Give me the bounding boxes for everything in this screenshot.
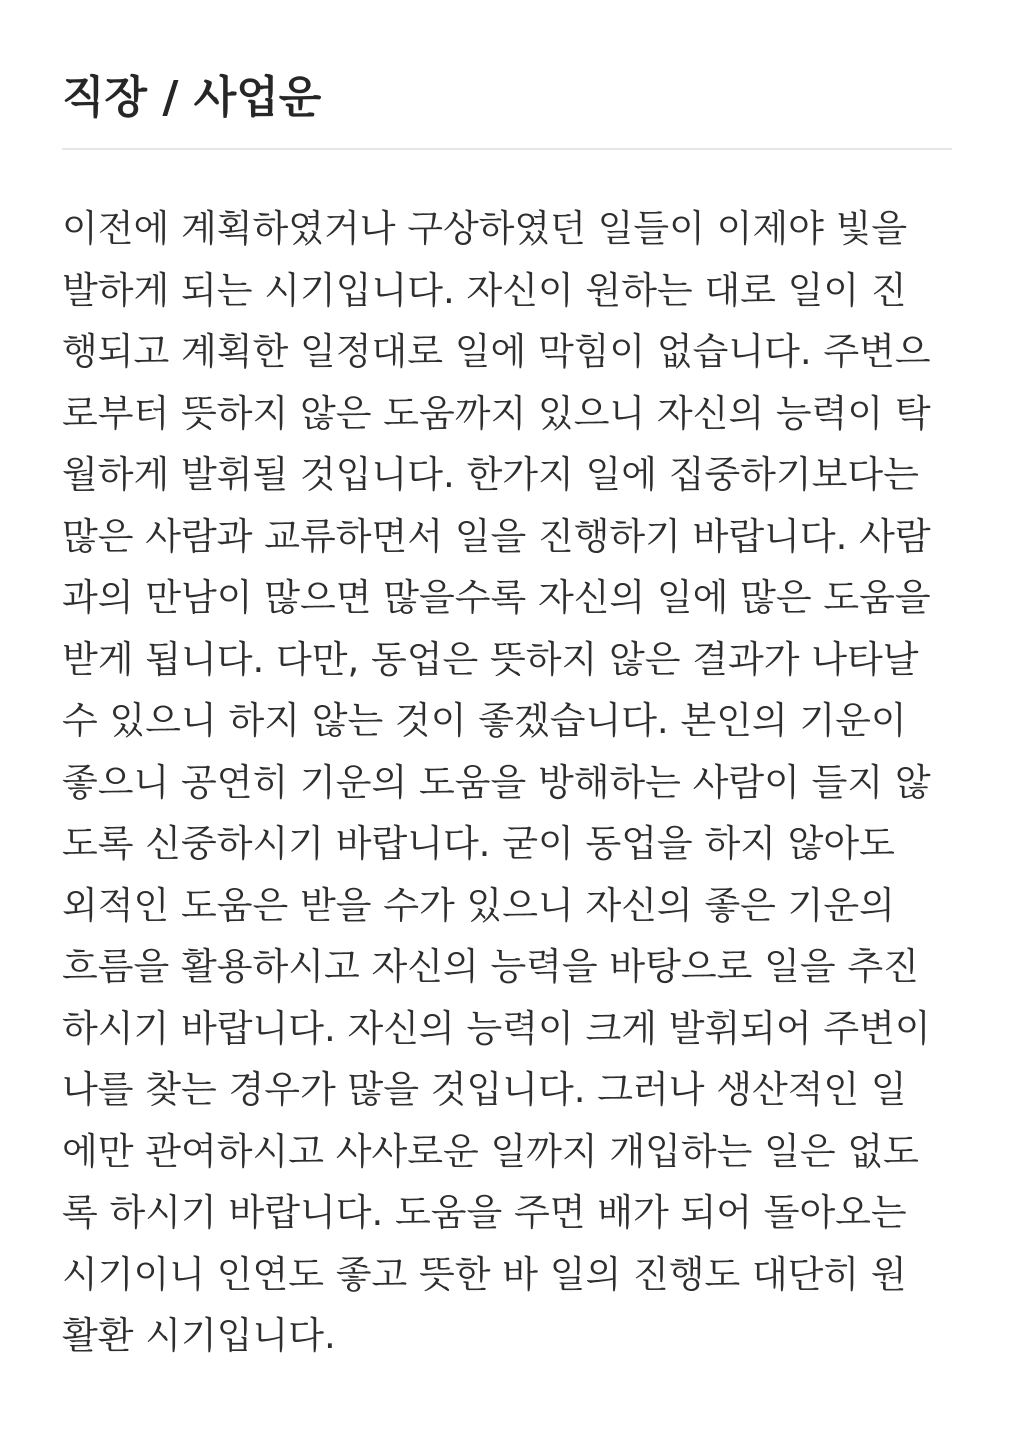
description-line: 받게 됩니다. 다만, 동업은 뜻하지 않은 결과가 나타날 bbox=[62, 637, 919, 681]
description-line: 하시기 바랍니다. 자신의 능력이 크게 발휘되어 주변이 bbox=[62, 1006, 931, 1050]
description-line: 수 있으니 하지 않는 것이 좋겠습니다. 본인의 기운이 bbox=[62, 699, 907, 742]
description-line: 에만 관여하시고 사사로운 일까지 개입하는 일은 없도 bbox=[62, 1129, 919, 1173]
description-line: 외적인 도움은 받을 수가 있으니 자신의 좋은 기운의 bbox=[62, 883, 895, 927]
description-line: 많은 사람과 교류하면서 일을 진행하기 바랍니다. 사람 bbox=[62, 514, 931, 558]
description-line: 월하게 발휘될 것입니다. 한가지 일에 집중하기보다는 bbox=[62, 453, 919, 496]
description-line: 발하게 되는 시기입니다. 자신이 원하는 대로 일이 진 bbox=[62, 268, 907, 312]
description-line: 좋으니 공연히 기운의 도움을 방해하는 사람이 들지 않 bbox=[62, 760, 931, 804]
description-line: 도록 신중하시기 바랍니다. 굳이 동업을 하지 않아도 bbox=[62, 822, 895, 865]
description-line: 활환 시기입니다. bbox=[62, 1314, 336, 1357]
description-line: 이전에 계획하였거나 구상하였던 일들이 이제야 빛을 bbox=[62, 207, 908, 250]
section-title: 직장 / 사업운 bbox=[62, 72, 322, 123]
description-line: 록 하시기 바랍니다. 도움을 주면 배가 되어 돌아오는 bbox=[62, 1191, 907, 1234]
description-line: 나를 찾는 경우가 많을 것입니다. 그러나 생산적인 일 bbox=[62, 1068, 907, 1111]
description-line: 과의 만남이 많으면 많을수록 자신의 일에 많은 도움을 bbox=[62, 576, 931, 619]
description-line: 로부터 뜻하지 않은 도움까지 있으니 자신의 능력이 탁 bbox=[62, 391, 931, 435]
description-line: 행되고 계획한 일정대로 일에 막힘이 없습니다. 주변으 bbox=[62, 330, 931, 373]
fortune-description bbox=[62, 198, 952, 1367]
description-line: 시기이니 인연도 좋고 뜻한 바 일의 진행도 대단히 원 bbox=[62, 1252, 907, 1296]
description-line: 흐름을 활용하시고 자신의 능력을 바탕으로 일을 추진 bbox=[62, 945, 919, 988]
title-divider bbox=[62, 148, 952, 150]
